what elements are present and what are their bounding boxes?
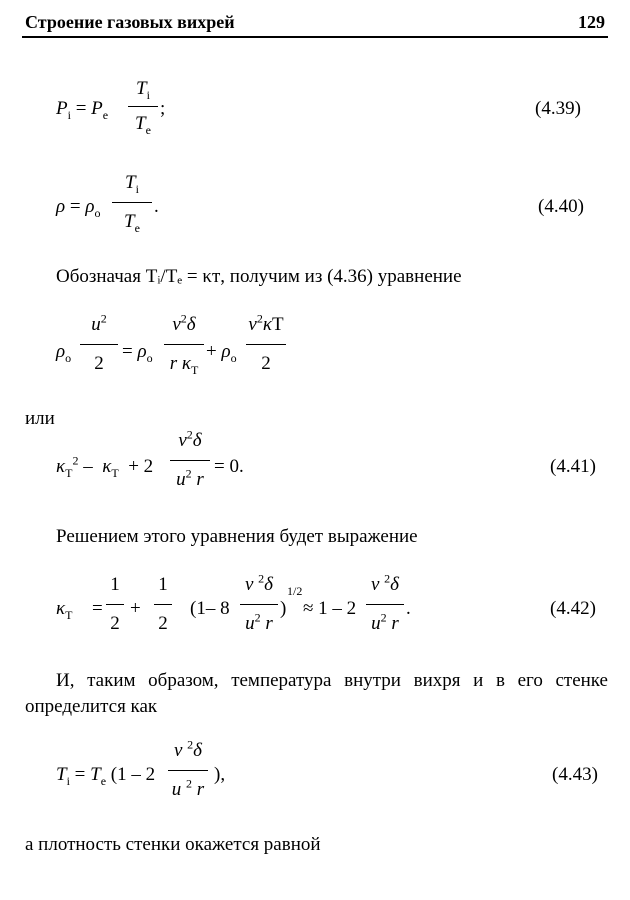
equation-number: (4.39): [535, 98, 581, 119]
equation-number: (4.41): [550, 456, 596, 477]
running-header-title: Строение газовых вихрей: [25, 12, 235, 32]
equation-number: (4.40): [538, 196, 584, 217]
paragraph-notation: Обозначая Tᵢ/Tₑ = κᴛ, получим из (4.36) уравнение: [56, 266, 462, 287]
equation-number: (4.42): [550, 598, 596, 619]
paragraph-solution: Решением этого уравнения будет выражение: [56, 526, 418, 547]
paragraph-density: а плотность стенки окажется равной: [25, 834, 321, 855]
paragraph-or: или: [25, 408, 55, 429]
equation-number: (4.43): [552, 764, 598, 785]
paragraph-temperature: И, таким образом, температура внутри вихря и в его стенке определится как: [25, 670, 608, 717]
header-rule: [22, 36, 608, 38]
page-number: 129: [578, 12, 605, 32]
